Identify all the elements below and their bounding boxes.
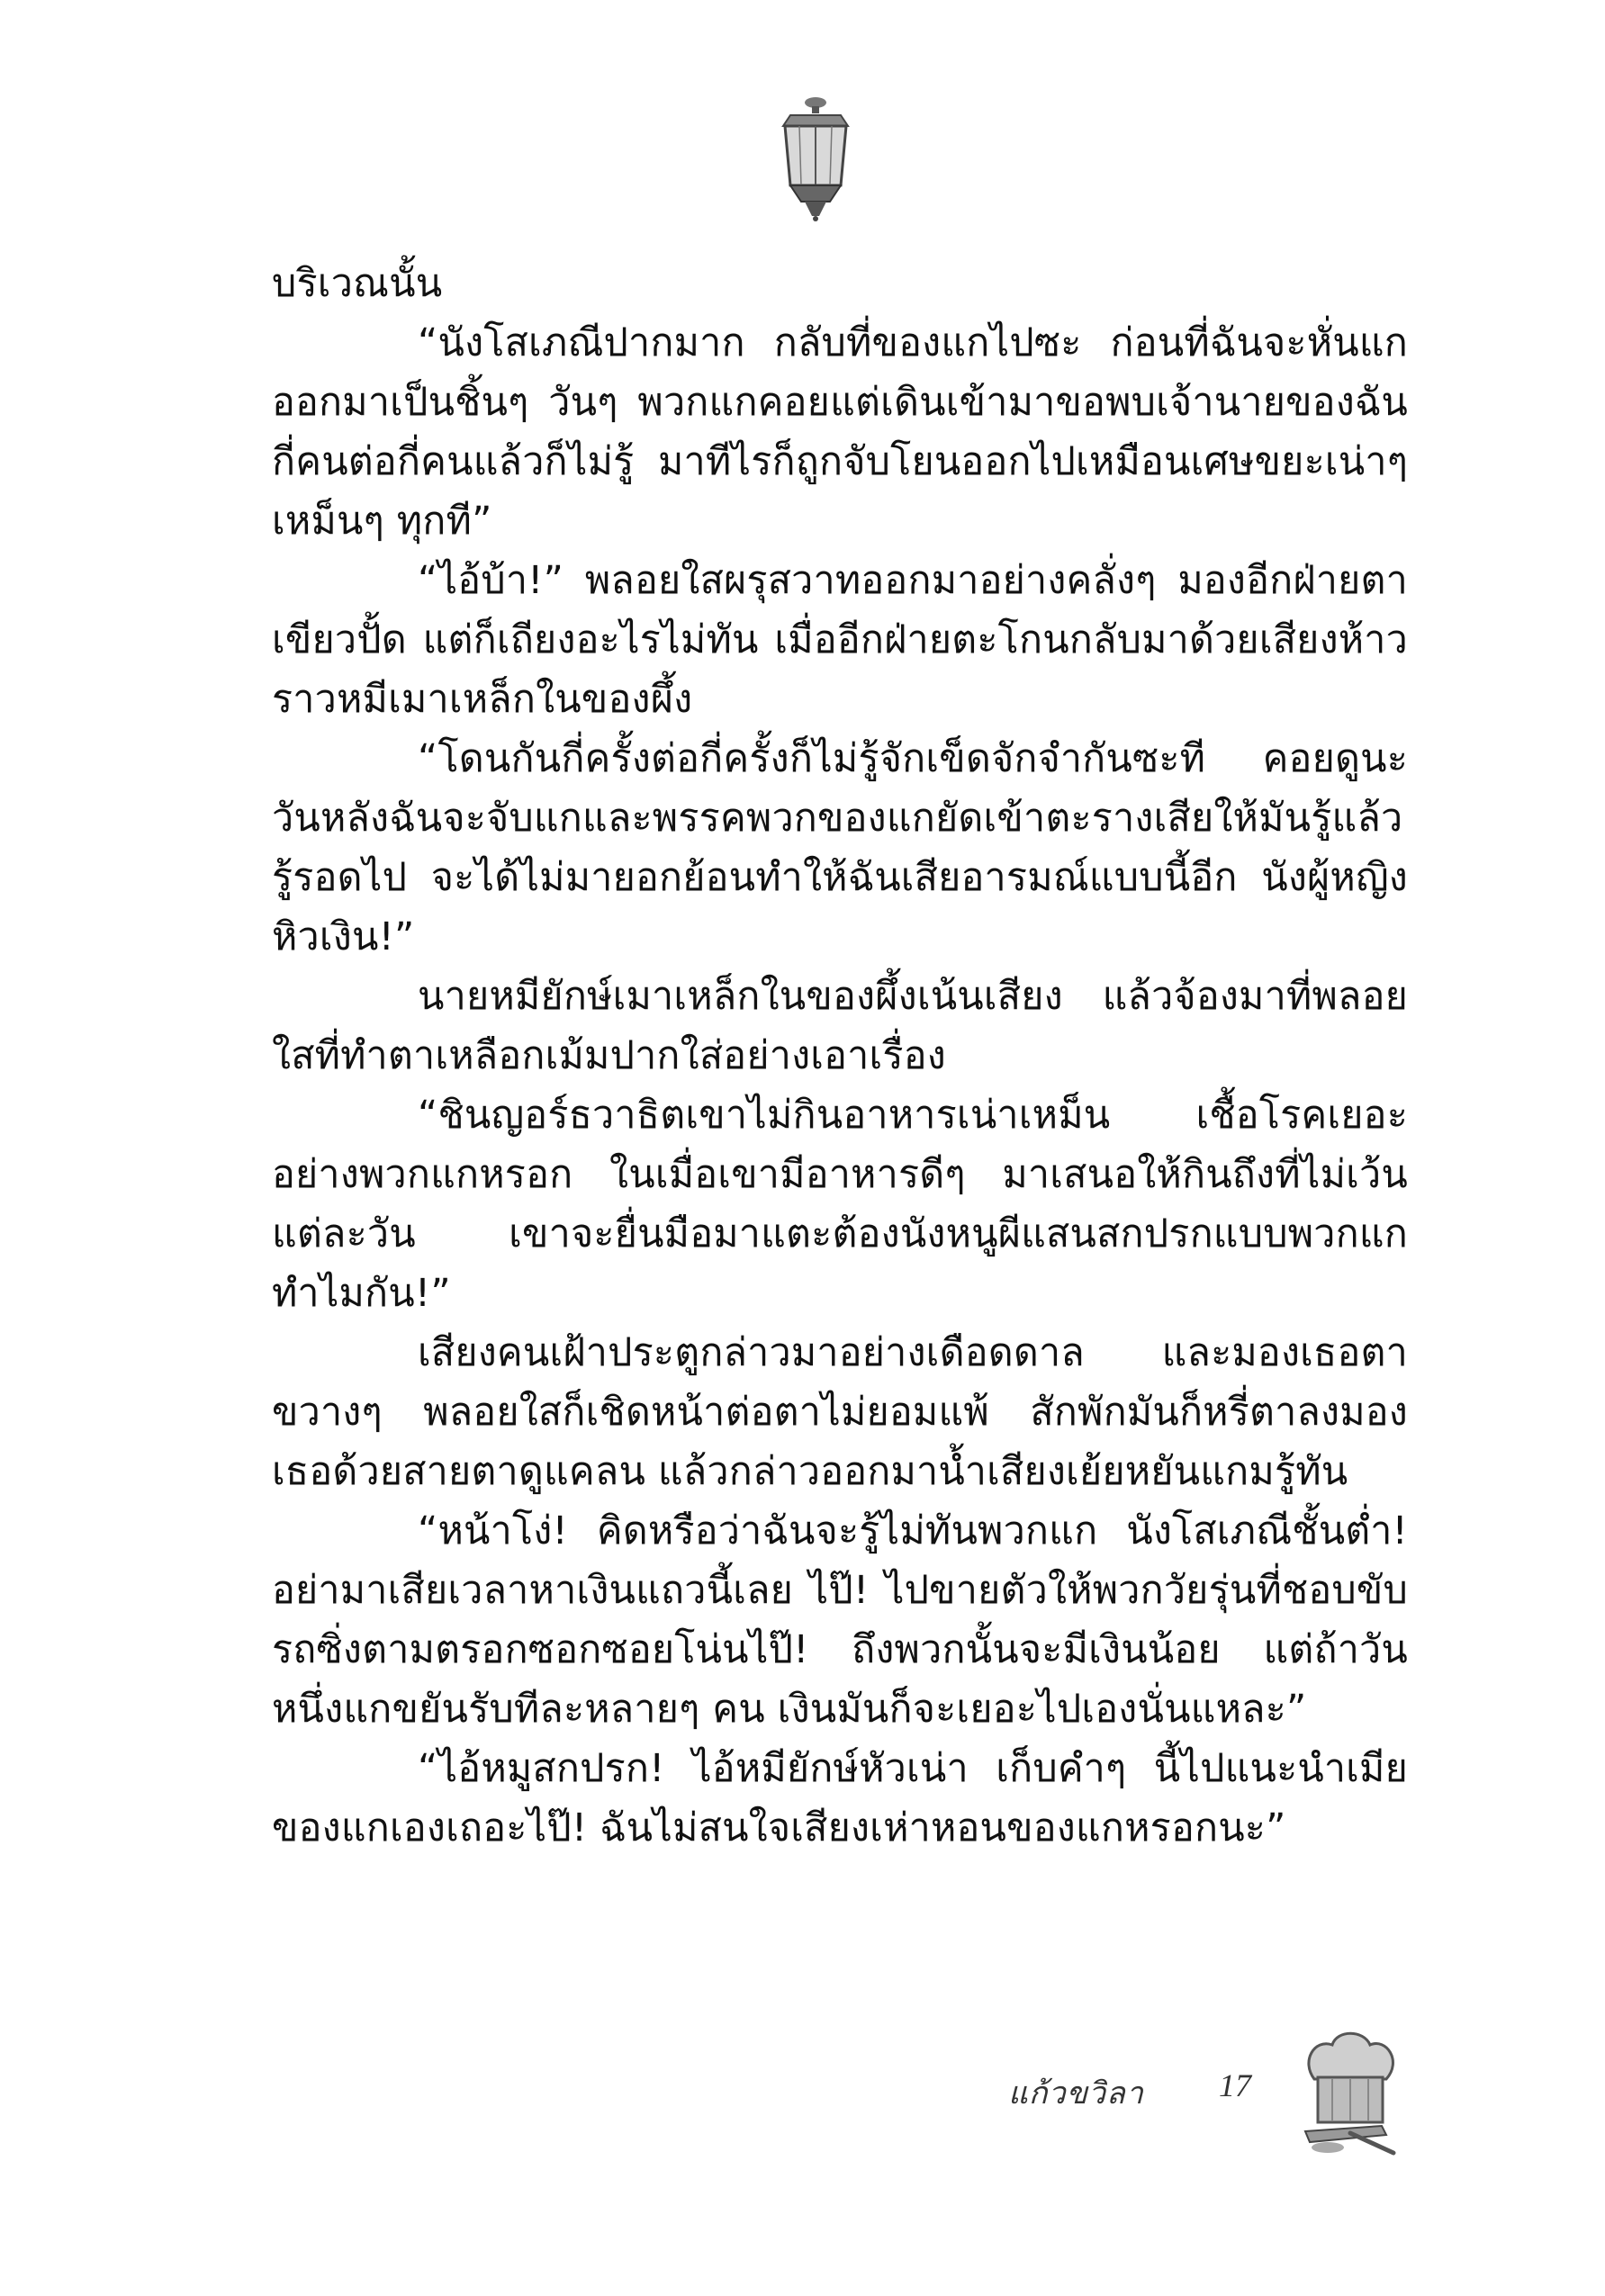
paragraph: นายหมียักษ์เมาเหล็กในของผึ้งเน้นเสียง แล้วจ้องมาที่พลอยใสที่ทำตาเหลือกเม้มปากใส่อย่างเอาเรื่อง: [272, 974, 1408, 1078]
paragraph: “ไอ้บ้า!” พลอยใสผรุสวาทออกมาอย่างคลั่งๆ มองอีกฝ่ายตาเขียวปั้ด แต่ก็เถียงอะไรไม่ทัน เมื่ออีกฝ่ายตะโกนกลับมาด้วยเสียงห้าวราวหมีเมาเหล็กในของผึ้ง: [272, 558, 1408, 722]
paragraph: “นังโสเภณีปากมาก กลับที่ของแกไปซะ ก่อนที่ฉันจะหั่นแกออกมาเป็นชิ้นๆ วันๆ พวกแกคอยแต่เดินเข้ามาขอพบเจ้านายของฉันกี่คนต่อกี่คนแล้วก็ไม่รู้ มาทีไรก็ถูกจับโยนออกไปเหมือนเศษขยะเน่าๆ เหม็นๆ ทุกที”: [272, 320, 1408, 544]
paragraph: บริเวณนั้น: [272, 261, 443, 306]
body-text: [272, 254, 1408, 1858]
paragraph: “หน้าโง่! คิดหรือว่าฉันจะรู้ไม่ทันพวกแก นังโสเภณีชั้นต่ำ! อย่ามาเสียเวลาหาเงินแถวนี้เลย ไป๊! ไปขายตัวให้พวกวัยรุ่นที่ชอบขับรถซิ่งตามตรอกซอกซอยโน่นไป๊! ถึงพวกนั้นจะมีเงินน้อย แต่ถ้าวันหนึ่งแกขยันรับทีละหลายๆ คน เงินมันก็จะเยอะไปเองนั่นแหละ”: [272, 1508, 1408, 1732]
paragraph: “โดนกันกี่ครั้งต่อกี่ครั้งก็ไม่รู้จักเข็ดจักจำกันซะที คอยดูนะวันหลังฉันจะจับแกและพรรคพวกของแกยัดเข้าตะรางเสียให้มันรู้แล้วรู้รอดไป จะได้ไม่มายอกย้อนทำให้ฉันเสียอารมณ์แบบนี้อีก นังผู้หญิงหิวเงิน!”: [272, 736, 1408, 959]
lantern-ornament: [776, 95, 855, 221]
page-number: 17: [1219, 2067, 1251, 2103]
book-title: แก้วขวิลา: [1008, 2075, 1144, 2111]
chef-hat-ornament: [1296, 2025, 1404, 2160]
paragraph: เสียงคนเฝ้าประตูกล่าวมาอย่างเดือดดาล และมองเธอตาขวางๆ พลอยใสก็เชิดหน้าต่อตาไม่ยอมแพ้ สักพักมันก็หรี่ตาลงมองเธอด้วยสายตาดูแคลน แล้วกล่าวออกมาน้ำเสียงเย้ยหยันแกมรู้ทัน: [272, 1330, 1408, 1494]
paragraph: “ไอ้หมูสกปรก! ไอ้หมียักษ์หัวเน่า เก็บคำๆ นี้ไปแนะนำเมียของแกเองเถอะไป๊! ฉันไม่สนใจเสียงเห่าหอนของแกหรอกนะ”: [272, 1746, 1408, 1850]
paragraph: “ชินญอร์ธวาธิตเขาไม่กินอาหารเน่าเหม็น เชื้อโรคเยอะอย่างพวกแกหรอก ในเมื่อเขามีอาหารดีๆ มาเสนอให้กินถึงที่ไม่เว้นแต่ละวัน เขาจะยื่นมือมาแตะต้องนังหนูผีแสนสกปรกแบบพวกแกทำไมกัน!”: [272, 1093, 1408, 1316]
